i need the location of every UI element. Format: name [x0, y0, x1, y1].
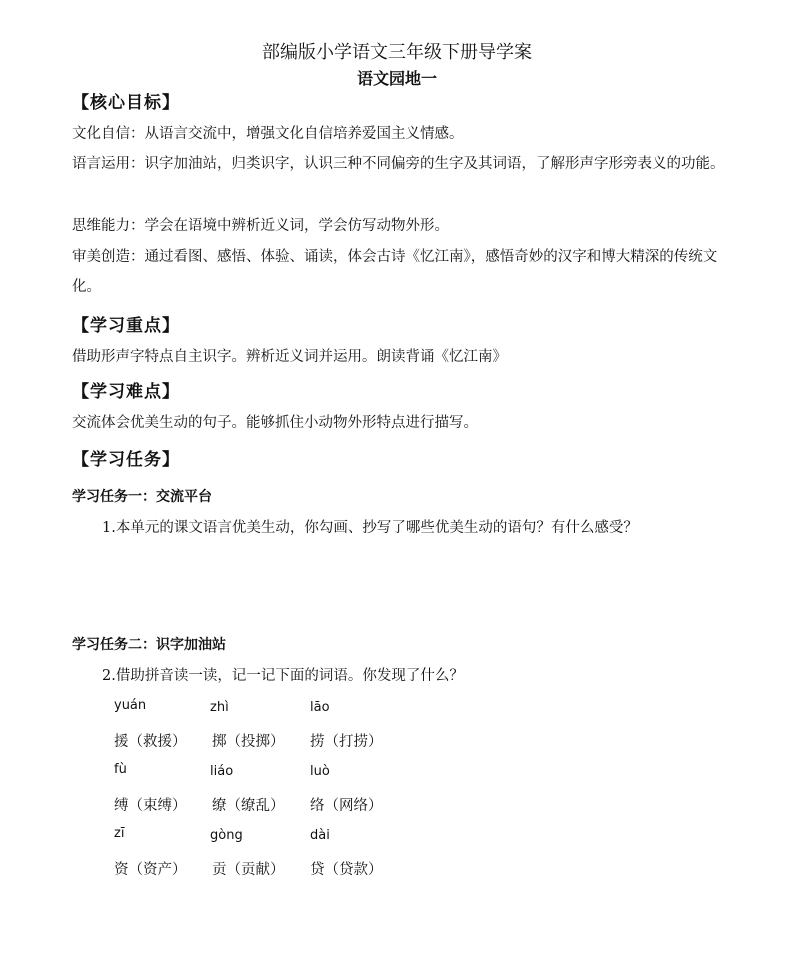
vocab-word: 贷（贷款） — [310, 862, 383, 878]
pinyin-label: dài — [310, 828, 330, 843]
core-goal-item: 语言运用：识字加油站，归类识字，认识三种不同偏旁的生字及其词语，了解形声字形旁表义的功能。 — [72, 156, 725, 172]
pinyin-label: zī — [114, 826, 125, 841]
core-goals-heading: 【核心目标】 — [72, 93, 180, 113]
vocab-word: 缚（束缚） — [114, 798, 187, 814]
pinyin-label: liáo — [210, 764, 234, 779]
pinyin-label: fù — [114, 762, 127, 777]
difficulties-text: 交流体会优美生动的句子。能够抓住小动物外形特点进行描写。 — [72, 415, 478, 431]
task2-title: 学习任务二：识字加油站 — [72, 637, 226, 653]
pinyin-label: lāo — [310, 700, 330, 715]
core-goal-item: 审美创造：通过看图、感悟、体验、诵读，体会古诗《忆江南》，感悟奇妙的汉字和博大精深的传统文化。 — [72, 249, 718, 295]
vocab-word: 捞（打捞） — [310, 734, 383, 750]
core-goal-item: 思维能力：学会在语境中辨析近义词，学会仿写动物外形。 — [72, 218, 449, 234]
page-subtitle: 语文园地一 — [356, 69, 437, 88]
page-title: 部编版小学语文三年级下册导学案 — [262, 42, 532, 63]
tasks-heading: 【学习任务】 — [72, 450, 180, 470]
pinyin-label: luò — [310, 764, 330, 779]
pinyin-label: yuán — [114, 698, 147, 713]
key-points-text: 借助形声字特点自主识字。辨析近义词并运用。朗读背诵《忆江南》 — [72, 349, 507, 365]
vocab-word: 贡（贡献） — [212, 862, 285, 878]
core-goal-item: 文化自信：从语言交流中，增强文化自信培养爱国主义情感。 — [72, 126, 464, 142]
vocab-word: 掷（投掷） — [212, 734, 285, 750]
vocab-word: 资（资产） — [114, 862, 187, 878]
vocab-word: 缭（缭乱） — [212, 798, 285, 814]
pinyin-label: zhì — [210, 700, 229, 715]
task1-question: 1.本单元的课文语言优美生动，你勾画、抄写了哪些优美生动的语句？有什么感受？ — [102, 520, 638, 536]
difficulties-heading: 【学习难点】 — [72, 382, 180, 402]
key-points-heading: 【学习重点】 — [72, 316, 180, 336]
vocab-word: 络（网络） — [310, 798, 383, 814]
task1-title: 学习任务一：交流平台 — [72, 489, 212, 505]
vocab-word: 援（救援） — [114, 734, 187, 750]
task2-question: 2.借助拼音读一读，记一记下面的词语。你发现了什么？ — [102, 668, 464, 684]
pinyin-label: gòng — [210, 828, 243, 843]
